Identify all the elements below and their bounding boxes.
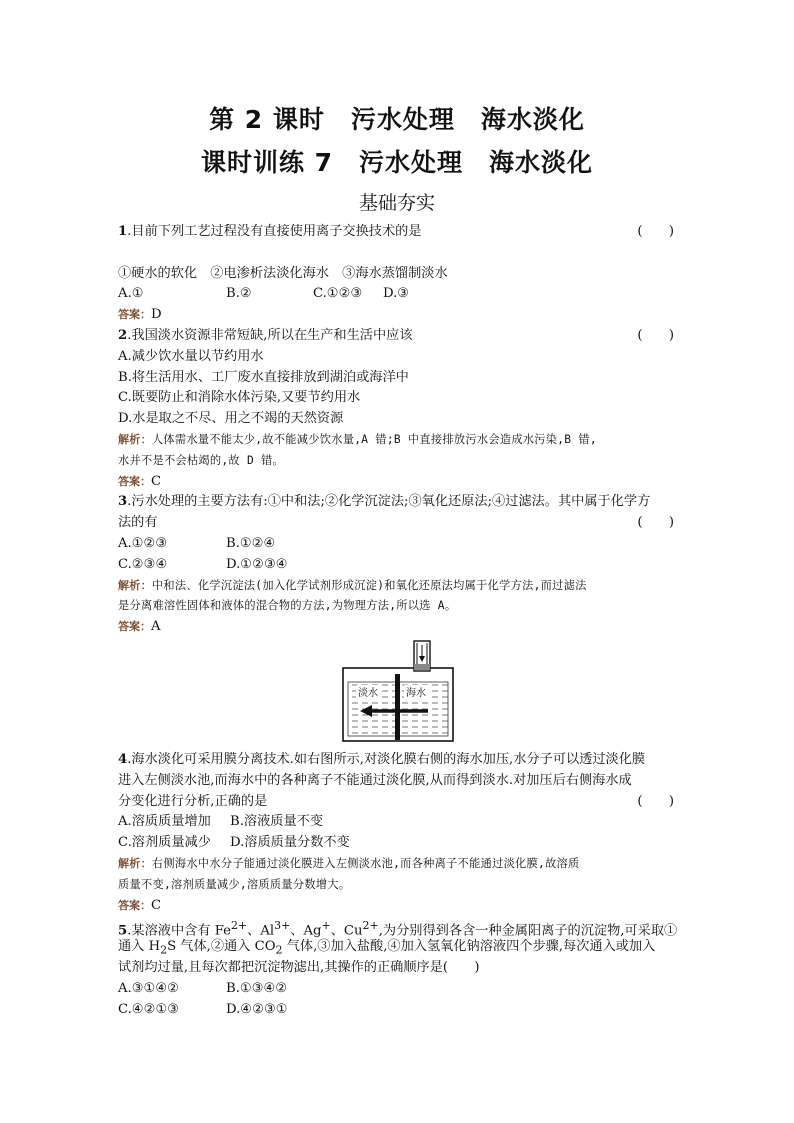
question-text: .目前下列工艺过程没有直接使用离子交换技术的是 bbox=[127, 224, 422, 239]
desalination-diagram bbox=[342, 640, 454, 744]
question-4-stem-cont bbox=[118, 792, 678, 813]
question-2-explanation-cont: 水并不是不会枯竭的,故 D 错。 bbox=[118, 453, 284, 467]
question-5-options-row2 bbox=[118, 1000, 678, 1021]
option-c: C.既要防止和消除水体污染,又要节约用水 bbox=[118, 390, 361, 406]
option-b: B.将生活用水、工厂废水直接排放到湖泊或海洋中 bbox=[118, 369, 409, 385]
question-text: .污水处理的主要方法有:①中和法;②化学沉淀法;③氧化还原法;④过滤法。其中属于化学方 bbox=[127, 494, 651, 510]
ion-charge: 3+ bbox=[274, 919, 291, 933]
explanation-label: 解析： bbox=[118, 578, 152, 592]
option-a: A.①②③ bbox=[118, 535, 168, 551]
question-4-explanation-cont: 质量不变,溶剂质量减少,溶质质量分数增大。 bbox=[118, 877, 351, 891]
question-5-options-row1 bbox=[118, 979, 678, 1000]
ion-charge: + bbox=[321, 919, 331, 933]
question-number: 1 bbox=[118, 224, 128, 239]
question-1-stem bbox=[118, 222, 678, 243]
option-a: A.溶质质量增加 bbox=[118, 814, 211, 830]
question-4-stem-cont: 进入左侧淡水池,而海水中的各种离子不能通过淡化膜,从而得到淡水.对加压后右侧海水成 bbox=[118, 772, 632, 788]
question-2-explanation bbox=[118, 430, 678, 451]
question-text: S 气体,②通入 CO bbox=[167, 939, 276, 955]
question-number: 4 bbox=[118, 751, 128, 767]
option-a: A.③①④② bbox=[118, 980, 180, 996]
question-text: 、Cu bbox=[330, 923, 363, 939]
question-5-stem-cont bbox=[118, 937, 678, 958]
option-c: C.溶剂质量减少 bbox=[118, 835, 211, 851]
option-c: C.②③④ bbox=[118, 556, 168, 572]
option-c: C.④②①③ bbox=[118, 1001, 180, 1017]
sea-water-label: 海水 bbox=[406, 687, 426, 699]
question-text: 、Ag bbox=[290, 923, 322, 939]
fresh-water-label: 淡水 bbox=[358, 687, 378, 699]
question-4-explanation bbox=[118, 854, 678, 875]
subscript: 2 bbox=[160, 943, 168, 957]
option-c: C.①②③ bbox=[313, 286, 363, 302]
answer-label: 答案： bbox=[118, 474, 151, 488]
answer-label: 答案： bbox=[118, 898, 151, 912]
question-text: .我国淡水资源非常短缺,所以在生产和生活中应该 bbox=[127, 327, 413, 343]
explanation-text: 右侧海水中水分子能通过淡化膜进入左侧淡水池,而各种离子不能通过淡化膜,故溶质 bbox=[151, 856, 580, 870]
question-number: 5 bbox=[118, 923, 128, 939]
training-title: 课时训练 7 污水处理 海水淡化 bbox=[200, 148, 594, 177]
question-5-stem-cont: 试剂均过量,且每次都把沉淀物滤出,其操作的正确顺序是( ) bbox=[118, 959, 480, 975]
question-text: 通入 H bbox=[118, 939, 161, 955]
answer-blank: ( ) bbox=[637, 327, 674, 343]
explanation-text: 人体需水量不能太少,故不能减少饮水量,A 错;B 中直接排放污水会造成水污染,B 错, bbox=[151, 432, 597, 446]
question-text: 法的有 bbox=[118, 515, 158, 531]
question-1-items: ①硬水的软化 ②电渗析法淡化海水 ③海水蒸馏制淡水 bbox=[118, 265, 448, 281]
subscript: 2 bbox=[275, 943, 283, 957]
option-d: D.水是取之不尽、用之不竭的天然资源 bbox=[118, 411, 344, 427]
option-d: D.④②③① bbox=[226, 1001, 288, 1017]
question-4-options-row1 bbox=[118, 812, 678, 833]
answer-label: 答案： bbox=[118, 620, 151, 634]
option-b: B.② bbox=[226, 286, 252, 302]
answer-blank: ( ) bbox=[637, 224, 674, 239]
question-text: .某溶液中含有 Fe bbox=[127, 923, 231, 939]
answer-blank: ( ) bbox=[637, 515, 674, 531]
question-3-options-row2 bbox=[118, 555, 678, 576]
section-heading: 基础夯实 bbox=[358, 192, 435, 214]
question-1-answer bbox=[118, 305, 678, 326]
piston-head bbox=[414, 664, 430, 670]
explanation-label: 解析： bbox=[118, 432, 152, 446]
option-b: B.①②④ bbox=[226, 535, 276, 551]
explanation-text: 中和法、化学沉淀法(加入化学试剂形成沉淀)和氧化还原法均属于化学方法,而过滤法 bbox=[151, 578, 587, 592]
question-3-options-row1 bbox=[118, 534, 678, 555]
question-text: .海水淡化可采用膜分离技术.如右图所示,对淡化膜右侧的海水加压,水分子可以透过淡化膜 bbox=[127, 751, 646, 767]
ion-charge: 2+ bbox=[362, 919, 379, 933]
option-d: D.溶质质量分数不变 bbox=[230, 835, 350, 851]
question-text: ,为分别得到各含一种金属阳离子的沉淀物,可采取① bbox=[378, 923, 678, 939]
lesson-title: 第 2 课时 污水处理 海水淡化 bbox=[209, 105, 585, 134]
question-3-answer bbox=[118, 617, 678, 638]
question-text: 气体,③加入盐酸,④加入氢氧化钠溶液四个步骤,每次通入或加入 bbox=[282, 939, 656, 955]
question-2-answer bbox=[118, 472, 678, 493]
question-4-answer bbox=[118, 896, 678, 917]
question-3-stem bbox=[118, 492, 678, 513]
membrane-figure bbox=[118, 638, 678, 750]
answer-label: 答案： bbox=[118, 308, 151, 322]
membrane bbox=[395, 674, 400, 740]
option-a: A.减少饮水量以节约用水 bbox=[118, 348, 264, 364]
question-1-options bbox=[118, 284, 678, 305]
explanation-label: 解析： bbox=[118, 856, 152, 870]
answer-blank: ( ) bbox=[637, 793, 674, 809]
question-3-explanation-cont: 是分离难溶性固体和液体的混合物的方法,为物理方法,所以选 A。 bbox=[118, 599, 457, 613]
question-number: 3 bbox=[118, 494, 128, 510]
option-b: B.①③④② bbox=[226, 980, 288, 996]
ion-charge: 2+ bbox=[230, 919, 248, 933]
answer-value: A bbox=[151, 619, 161, 635]
question-2-stem bbox=[118, 326, 678, 347]
answer-value: C bbox=[151, 897, 162, 913]
option-a: A.① bbox=[118, 286, 144, 302]
question-text: 、Al bbox=[247, 923, 275, 939]
question-number: 2 bbox=[118, 327, 128, 343]
question-3-stem-cont bbox=[118, 513, 678, 534]
questions bbox=[118, 222, 678, 1020]
option-d: D.③ bbox=[383, 286, 410, 302]
answer-value: D bbox=[151, 307, 162, 323]
question-5-stem bbox=[118, 916, 678, 937]
option-b: B.溶液质量不变 bbox=[230, 814, 324, 830]
question-text: 分变化进行分析,正确的是 bbox=[118, 793, 268, 809]
question-4-options-row2 bbox=[118, 833, 678, 854]
option-d: D.①②③④ bbox=[226, 556, 288, 572]
question-3-explanation bbox=[118, 576, 678, 597]
answer-value: C bbox=[151, 473, 162, 489]
question-4-stem bbox=[118, 750, 678, 771]
